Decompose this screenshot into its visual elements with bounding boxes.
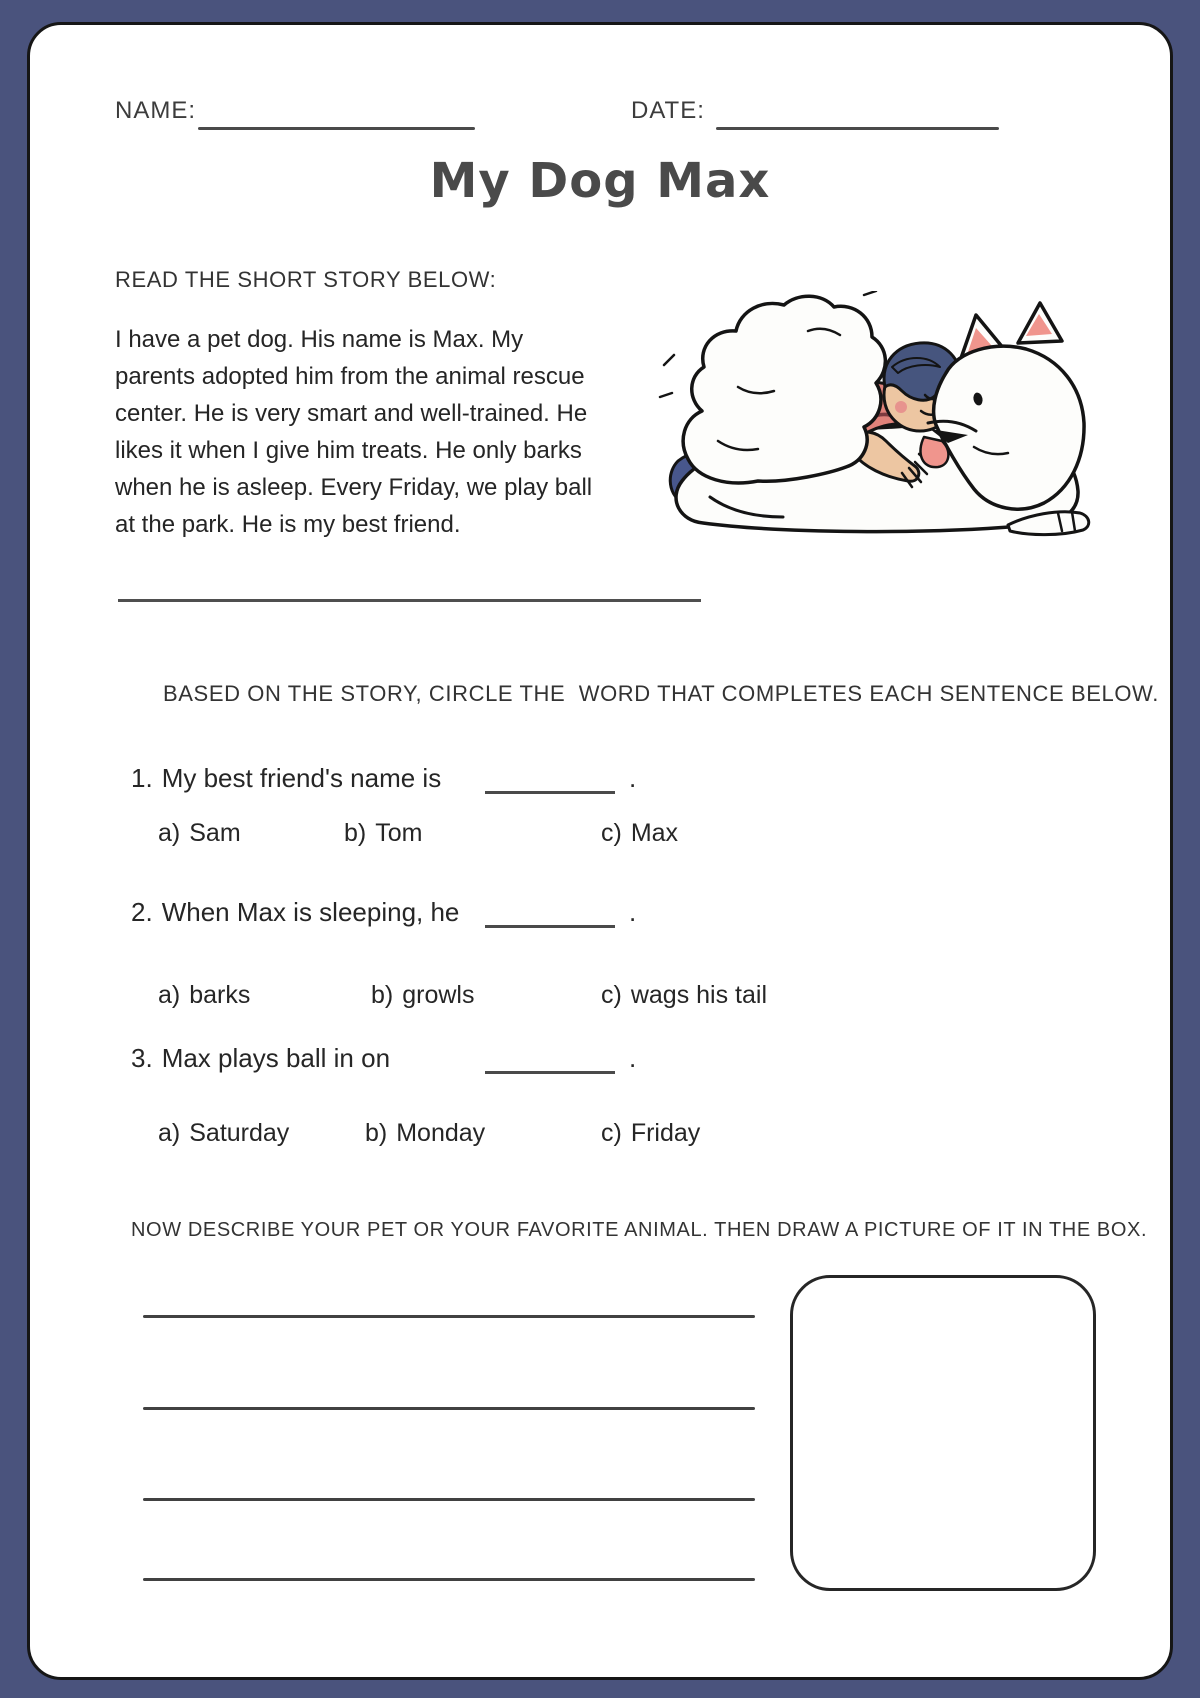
question-number: 1. [131, 763, 153, 793]
story-line: likes it when I give him treats. He only barks [115, 437, 582, 464]
date-blank-line[interactable] [716, 127, 999, 130]
option-text: Tom [375, 819, 423, 847]
option-text: barks [189, 981, 251, 1009]
option-1c[interactable] [601, 819, 678, 848]
option-text: Sam [189, 819, 241, 847]
activity-instruction: NOW DESCRIBE YOUR PET OR YOUR FAVORITE ANIMAL. THEN DRAW A PICTURE OF IT IN THE BOX. [131, 1219, 1148, 1241]
question-suffix: . [629, 1043, 637, 1073]
question-2 [131, 897, 459, 928]
option-2a[interactable] [158, 981, 250, 1010]
option-text: Saturday [189, 1119, 290, 1147]
question-2-blank[interactable] [485, 925, 615, 928]
question-suffix: . [629, 897, 637, 927]
worksheet-card [27, 22, 1173, 1680]
question-1-blank[interactable] [485, 791, 615, 794]
option-text: Max [630, 819, 679, 847]
drawing-box[interactable] [790, 1275, 1096, 1591]
story-line: parents adopted him from the animal rescue [115, 363, 585, 390]
option-label: b) [371, 981, 394, 1009]
option-1b[interactable] [344, 819, 422, 848]
quiz-instruction: BASED ON THE STORY, CIRCLE THE WORD THAT COMPLETES EACH SENTENCE BELOW. [163, 681, 1159, 706]
option-text: Monday [396, 1119, 486, 1147]
option-3a[interactable] [158, 1119, 289, 1148]
option-label: c) [601, 1119, 622, 1147]
dog-illustration [658, 291, 1093, 541]
date-label: DATE: [631, 97, 705, 124]
question-3-blank[interactable] [485, 1071, 615, 1074]
option-2c[interactable] [601, 981, 767, 1010]
question-text: My best friend's name is [161, 763, 442, 793]
question-1 [131, 763, 441, 794]
option-label: b) [344, 819, 367, 847]
option-text: Friday [630, 1119, 701, 1147]
question-text: Max plays ball in on [161, 1043, 391, 1073]
writing-line-1[interactable] [143, 1315, 755, 1318]
option-label: c) [601, 981, 622, 1009]
page-title: My Dog Max [429, 153, 771, 209]
story-line: center. He is very smart and well-trained. He [115, 400, 588, 427]
option-label: a) [158, 819, 181, 847]
writing-line-3[interactable] [143, 1498, 755, 1501]
question-number: 2. [131, 897, 153, 927]
question-3 [131, 1043, 390, 1074]
option-3b[interactable] [365, 1119, 485, 1148]
question-number: 3. [131, 1043, 153, 1073]
question-suffix: . [629, 763, 637, 793]
option-label: a) [158, 981, 181, 1009]
option-label: c) [601, 819, 622, 847]
option-label: a) [158, 1119, 181, 1147]
question-text: When Max is sleeping, he [161, 897, 460, 927]
option-3c[interactable] [601, 1119, 700, 1148]
story-divider-line [118, 599, 701, 602]
option-label: b) [365, 1119, 388, 1147]
story-line: I have a pet dog. His name is Max. My [115, 326, 524, 353]
story-heading: READ THE SHORT STORY BELOW: [115, 267, 497, 292]
option-text: wags his tail [630, 981, 767, 1009]
story-line: at the park. He is my best friend. [115, 511, 461, 538]
child-blush [895, 401, 907, 413]
option-2b[interactable] [371, 981, 474, 1010]
name-blank-line[interactable] [198, 127, 475, 130]
name-label: NAME: [115, 97, 197, 124]
writing-line-4[interactable] [143, 1578, 755, 1581]
option-1a[interactable] [158, 819, 241, 848]
story-line: when he is asleep. Every Friday, we play ball [115, 474, 593, 501]
writing-line-2[interactable] [143, 1407, 755, 1410]
dog-tail [683, 296, 885, 483]
story-paragraph [115, 321, 592, 543]
option-text: growls [402, 981, 475, 1009]
